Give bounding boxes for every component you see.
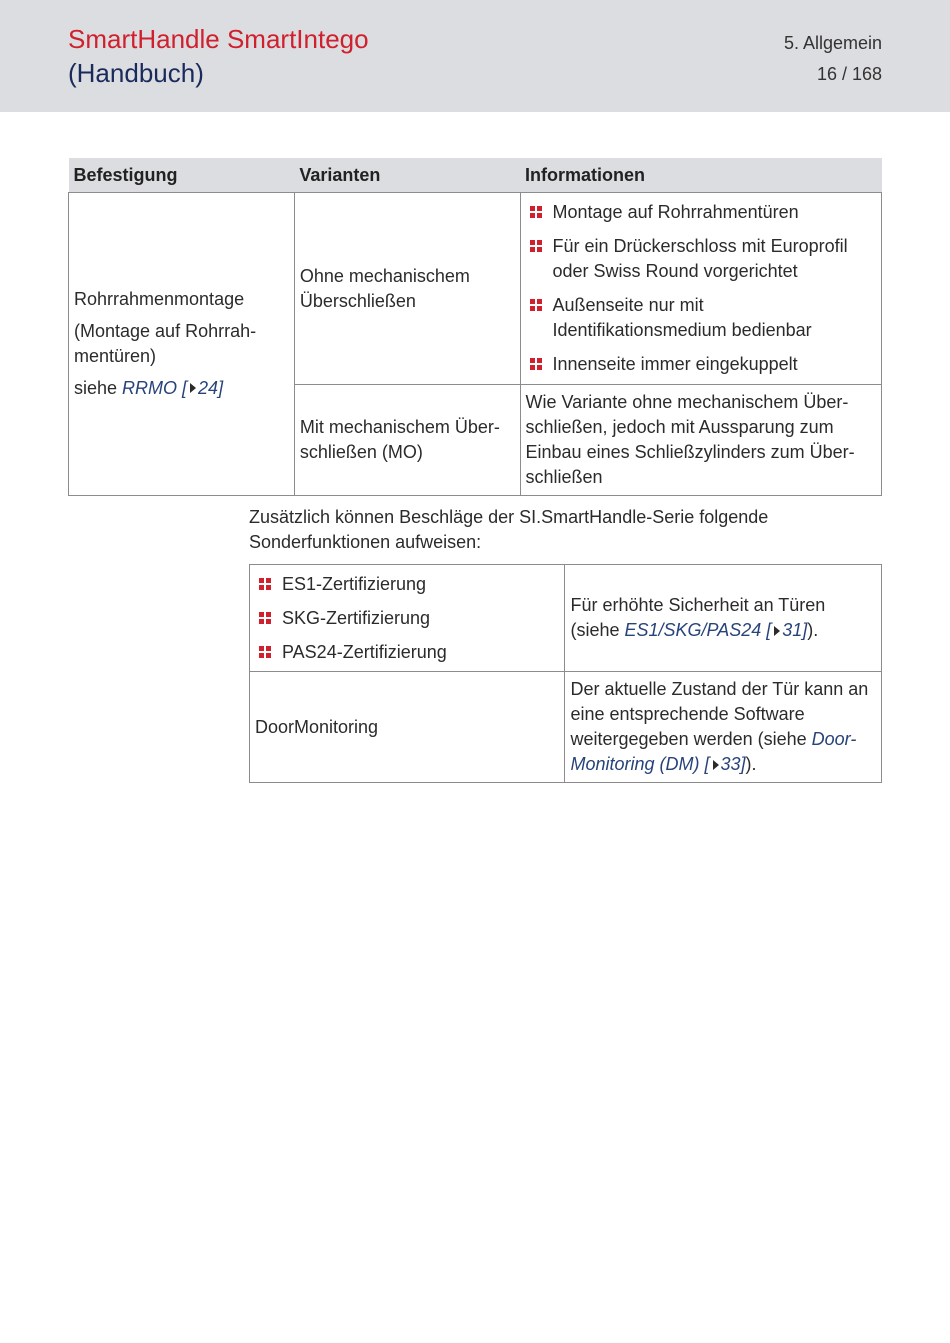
- cert-info-suffix: ).: [807, 620, 819, 640]
- doormonitoring-cell: DoorMonitoring: [250, 672, 565, 783]
- list-item-text: PAS24-Zertifizierung: [282, 641, 447, 662]
- certification-info-cell: [565, 565, 882, 672]
- bullet-icon: [259, 646, 271, 658]
- mount-name: Rohrrahmenmontage: [74, 288, 245, 309]
- rrmo-link-text: RRMO [: [122, 377, 188, 398]
- certification-list: [255, 572, 559, 665]
- dm-link-text: Door-Monitoring (DM) [: [570, 729, 857, 774]
- title-subtitle: (Handbuch): [68, 58, 204, 88]
- page-header: [0, 0, 950, 112]
- document-title: [68, 22, 369, 90]
- dm-info-text: Der aktuelle Zustand der Tür kann an eine entsprechende Software weitergegeben werden (siehe: [570, 679, 869, 749]
- column-header-befestigung: Befestigung: [69, 158, 295, 192]
- list-item-text: Innenseite immer eingekuppelt: [552, 353, 798, 374]
- mount-reference: [74, 376, 289, 401]
- mounting-table: [68, 158, 882, 496]
- page-number: 16 / 168: [816, 64, 882, 84]
- bullet-icon: [259, 578, 271, 590]
- bullet-icon: [530, 299, 542, 311]
- list-item: [526, 234, 876, 284]
- title-product: SmartHandle SmartIntego: [68, 24, 369, 54]
- list-item: [526, 352, 876, 377]
- list-item: [526, 293, 876, 343]
- see-prefix: siehe: [74, 377, 123, 398]
- table-row: [250, 672, 882, 783]
- section-label: 5. Allgemein: [783, 33, 882, 53]
- rrmo-link-page: 24]: [198, 377, 224, 398]
- list-item-text: Außenseite nur mit Identifikationsmedium bedienbar: [552, 294, 812, 340]
- special-functions-table: [249, 564, 882, 783]
- list-item: [255, 640, 559, 665]
- cert-link-page: 31]: [782, 620, 808, 640]
- list-item: [255, 606, 559, 631]
- table-row: [69, 192, 882, 384]
- dm-link-page: 33]: [720, 754, 746, 774]
- column-header-informationen: Informationen: [520, 158, 881, 192]
- info-cell: [520, 192, 881, 384]
- es1-skg-pas24-link[interactable]: [625, 620, 808, 640]
- feature-list: [526, 200, 876, 377]
- list-item-text: Für ein Drückerschloss mit Europrofil oder Swiss Round vorgerichtet: [552, 235, 848, 281]
- bullet-icon: [530, 206, 542, 218]
- list-item-text: SKG-Zertifizierung: [282, 607, 431, 628]
- intro-paragraph: Zusätzlich können Beschläge der SI.SmartHandle-Serie folgende Sonderfunktionen aufweisen:: [249, 507, 769, 552]
- rrmo-link[interactable]: [122, 378, 223, 398]
- list-item: [526, 200, 876, 225]
- variant-cell: Mit mechanischem Über-schließen (MO): [294, 384, 520, 495]
- table-header-row: [69, 158, 882, 192]
- list-item: [255, 572, 559, 597]
- variant-cell: Ohne mechanischem Überschließen: [294, 192, 520, 384]
- dm-info-suffix: ).: [745, 754, 757, 774]
- arrow-right-icon: [190, 383, 196, 393]
- certification-cell: [250, 565, 565, 672]
- arrow-right-icon: [713, 760, 719, 770]
- bullet-icon: [259, 612, 271, 624]
- list-item-text: Montage auf Rohrrahmentüren: [552, 201, 799, 222]
- doormonitoring-info-cell: [565, 672, 882, 783]
- list-item-text: ES1-Zertifizierung: [282, 573, 427, 594]
- arrow-right-icon: [774, 626, 780, 636]
- table-row: [250, 565, 882, 672]
- column-header-varianten: Varianten: [294, 158, 520, 192]
- header-meta: [784, 28, 882, 90]
- cert-link-text: ES1/SKG/PAS24 [: [624, 620, 772, 640]
- mount-type-cell: [69, 192, 295, 495]
- bullet-icon: [530, 240, 542, 252]
- bullet-icon: [530, 358, 542, 370]
- cert-info-text: Für erhöhte Sicherheit an Türen (siehe: [570, 595, 826, 640]
- mount-description: (Montage auf Rohrrah-mentüren): [74, 320, 257, 366]
- info-cell: Wie Variante ohne mechanischem Über-schließen, jedoch mit Aussparung zum Einbau eines Schließzylinders zum Über-schließen: [520, 384, 881, 495]
